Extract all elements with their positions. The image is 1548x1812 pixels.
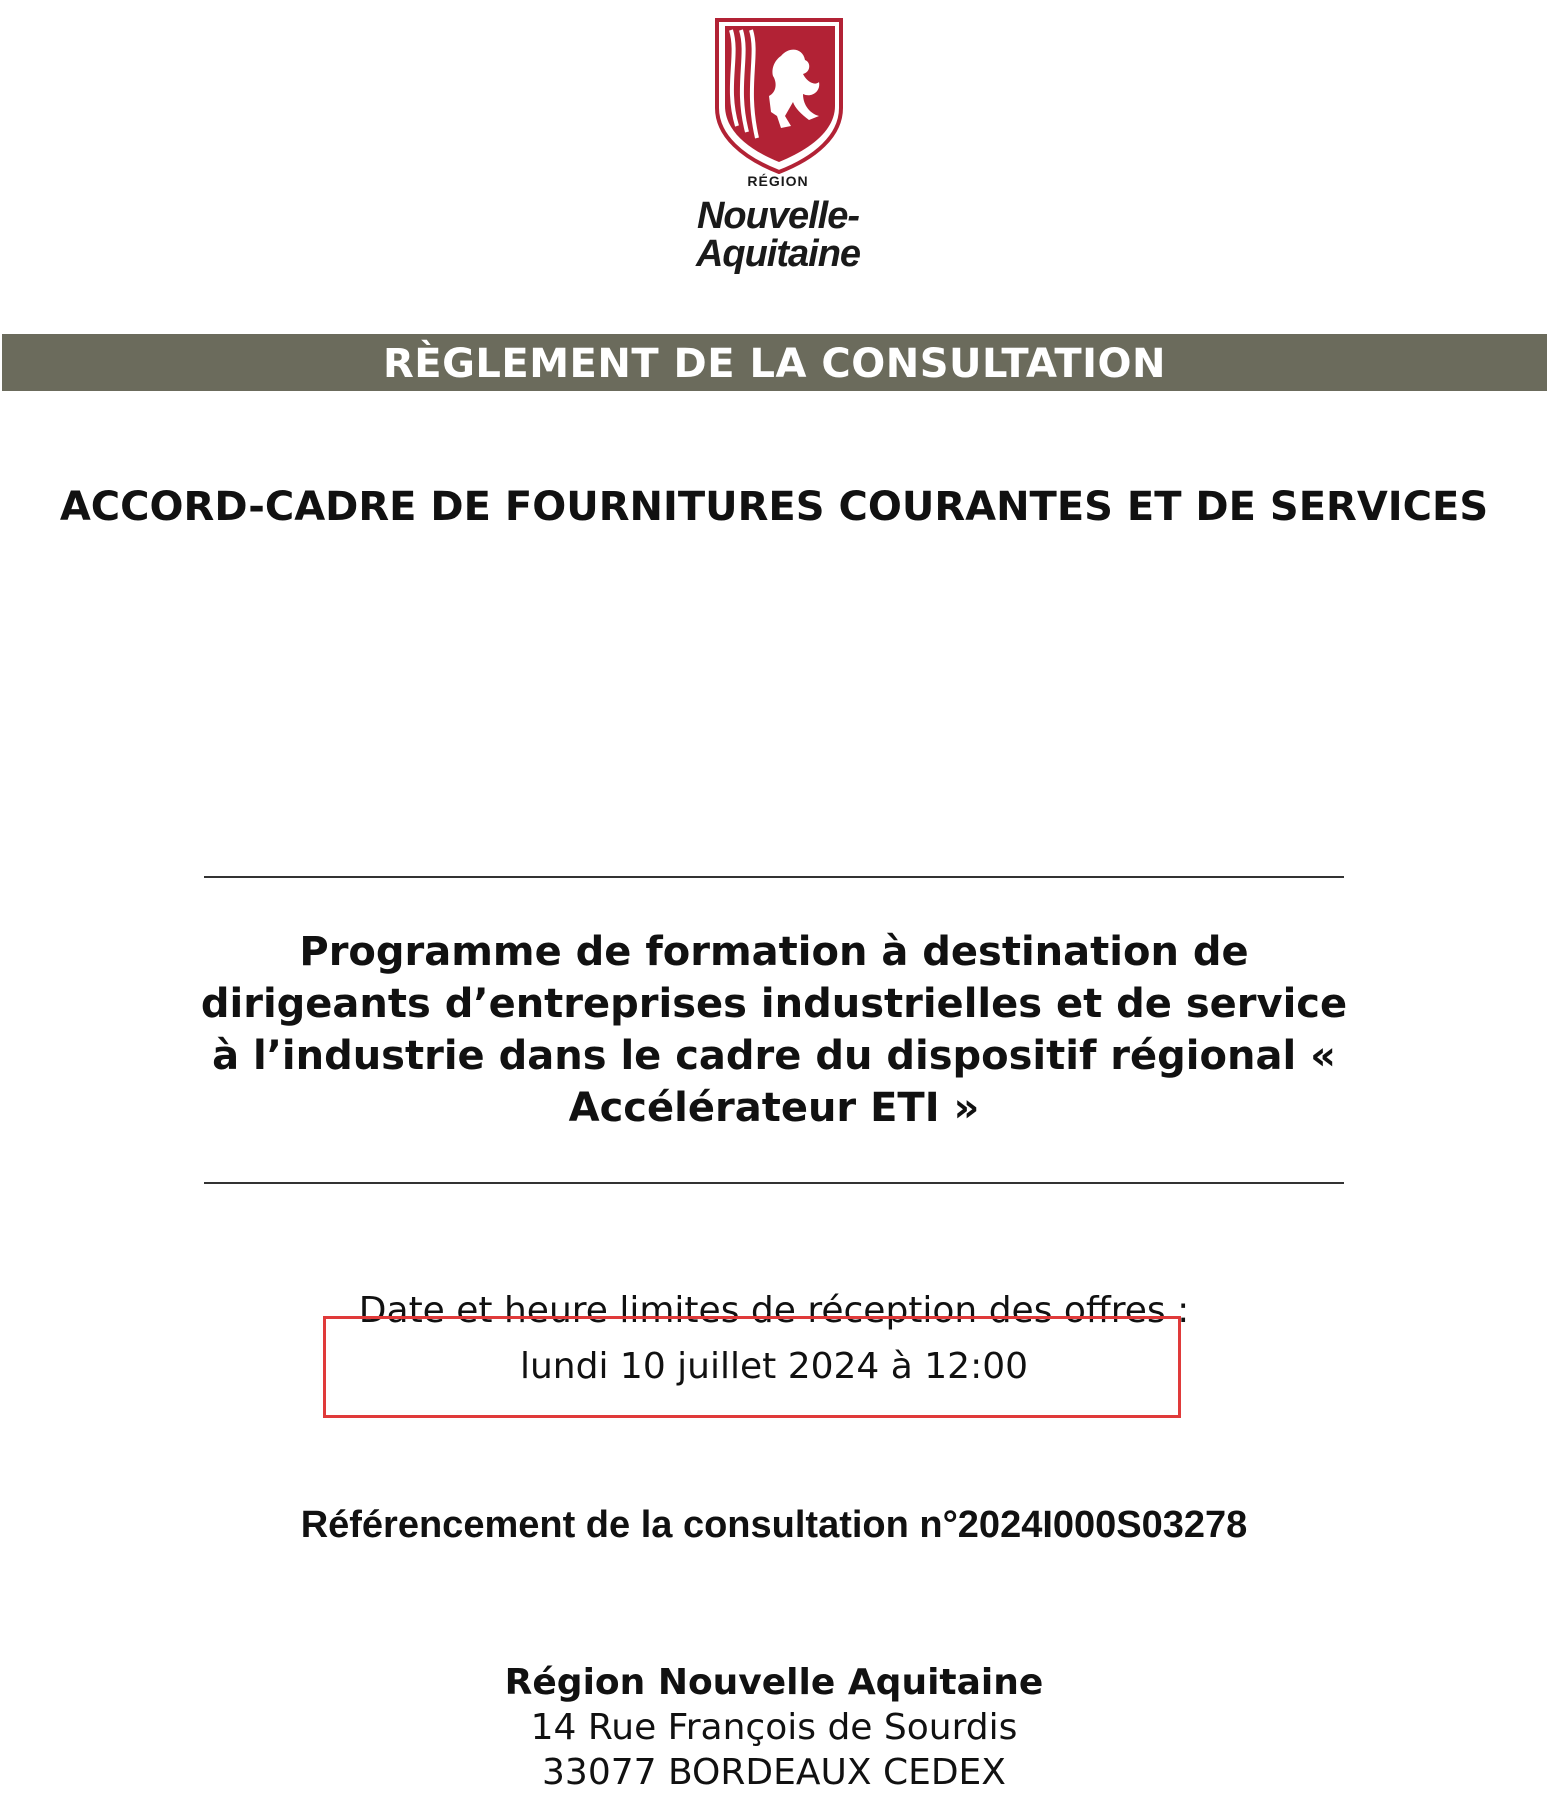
- address-city: 33077 BORDEAUX CEDEX: [542, 1752, 1006, 1793]
- region-name-line1: Nouvelle-: [696, 195, 860, 237]
- address-block: [0, 1660, 1548, 1795]
- program-title: Programme de formation à destination de dirigeants d’entreprises industrielles et de service à l’industrie dans le cadre du dispositif régional « Accélérateur ETI »: [200, 929, 1348, 1131]
- address-street: 14 Rue François de Sourdis: [530, 1707, 1018, 1748]
- lion-shield-icon: [711, 16, 847, 174]
- address-name: Région Nouvelle Aquitaine: [504, 1662, 1044, 1703]
- document-subtitle: ACCORD-CADRE DE FOURNITURES COURANTES ET DE SERVICES: [59, 484, 1489, 530]
- document-banner-title: RÈGLEMENT DE LA CONSULTATION: [2, 334, 1547, 391]
- region-logo: [668, 16, 888, 276]
- deadline-value: lundi 10 juillet 2024 à 12:00: [519, 1346, 1029, 1387]
- deadline-label: Date et heure limites de réception des offres :: [358, 1290, 1190, 1331]
- divider-top: [204, 876, 1344, 878]
- region-label: RÉGION: [747, 173, 809, 189]
- divider-bottom: [204, 1182, 1344, 1184]
- consultation-reference: Référencement de la consultation n°2024I000S03278: [300, 1504, 1248, 1546]
- region-name-line2: Aquitaine: [695, 233, 861, 275]
